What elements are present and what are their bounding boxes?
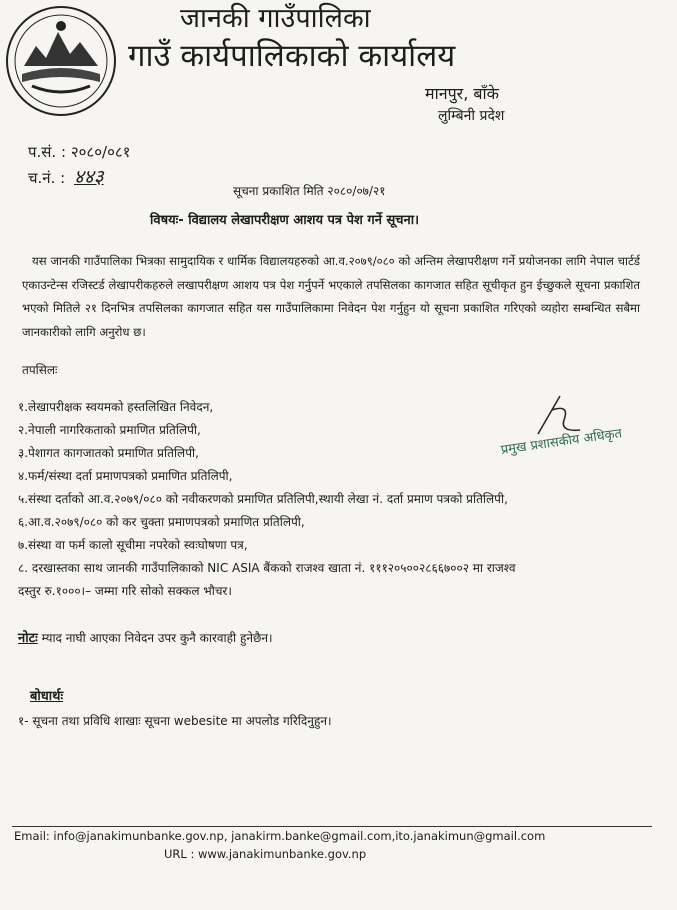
cc-item: १- सूचना तथा प्रविधि शाखाः सूचना webesite मा अपलोड गरिदिनुहुन। bbox=[18, 714, 332, 728]
cc-label: बोधार्थः bbox=[30, 689, 64, 704]
footer-divider bbox=[12, 826, 652, 827]
cn-label: च.नं. : bbox=[28, 169, 66, 187]
note-text: म्याद नाघी आएका निवेदन उपर कुनै कारवाही हुनेछैन। bbox=[37, 631, 273, 645]
list-item: ६.आ.व.२०७९/०८० को कर चुक्ता प्रमाणपत्रको प्रमाणित प्रतिलिपी, bbox=[18, 515, 305, 529]
list-item: ८. दरखास्तका साथ जानकी गाउँपालिकाको NIC ASIA बैंकको राजश्व खाता नं. १११२०५००२८६६७००२ मा राजश्व bbox=[18, 561, 516, 575]
note-label: नोटः bbox=[18, 631, 38, 646]
office-location: मानपुर, बाँके bbox=[425, 84, 499, 103]
reference-ps bbox=[28, 142, 130, 162]
list-item: ५.संस्था दर्ताको आ.व.२०७९/०८० को नवीकरणको प्रमाणित प्रतिलिपी,स्थायी लेखा नं. दर्ता प्रमाण पत्रको प्रतिलिपी, bbox=[18, 492, 508, 506]
note bbox=[18, 628, 273, 646]
ps-label: प.सं. : bbox=[28, 143, 67, 161]
list-item: ७.संस्था वा फर्म कालो सूचीमा नपरेको स्वःघोषणा पत्र, bbox=[18, 538, 248, 552]
footer-url: URL : www.janakimunbanke.gov.np bbox=[164, 847, 367, 861]
details-label: तपसिलः bbox=[22, 363, 58, 377]
ps-value: २०८०/०८१ bbox=[70, 143, 131, 161]
notice-body: यस जानकी गाउँपालिका भित्रका सामुदायिक र धार्मिक विद्यालयहरुको आ.व.२०७९/०८० को अन्तिम लेखापरीक्षण गर्ने प्रयोजनका लागि नेपाल चार्टर्ड एकाउन्टेन्स रजिस्टर्ड लेखापरीकहरुले लखापरीक्षण आशय पत्र पेश गर्नुपर्ने भएकाले तपसिलका कागजात सहित सूचीकृत हुन ईच्छुकले सूचना प्रकाशित भएको मितिले २१ दिनभित्र तपसिलका कागजात सहित यस गाउँपालिकामा निवेदन पेश गर्नुहुन यो सूचना प्रकाशित गरिएको व्यहोरा सम्बन्धित सबैमा जानकारीको लागि अनुरोध छ। bbox=[22, 254, 640, 339]
municipality-name: जानकी गाउँपालिका bbox=[180, 3, 371, 34]
office-title: गाउँ कार्यपालिकाको कार्यालय bbox=[128, 38, 456, 74]
list-item: दस्तुर रु.१०००।– जम्मा गरि सोको सक्कल भौचर। bbox=[18, 584, 232, 598]
footer-email: Email: info@janakimunbanke.gov.np, janakirm.banke@gmail.com,ito.janakimun@gmail.com bbox=[14, 829, 546, 843]
cn-value-handwritten: ४४३ bbox=[74, 166, 104, 188]
list-item: १.लेखापरीक्षक स्वयमको हस्तलिखित निवेदन, bbox=[18, 400, 214, 414]
notice-subject: विषयः- विद्यालय लेखापरीक्षण आशय पत्र पेश गर्ने सूचना। bbox=[150, 213, 419, 228]
government-seal-emblem bbox=[2, 2, 120, 120]
published-date: सूचना प्रकाशित मिति २०८०/०७/२१ bbox=[233, 184, 386, 198]
signatory-title-stamp: प्रमुख प्रशासकीय अधिकृत bbox=[499, 426, 623, 458]
list-item: ४.फर्म/संस्था दर्ता प्रमाणपत्रको प्रमाणित प्रतिलिपी, bbox=[18, 469, 233, 483]
reference-cn bbox=[28, 163, 104, 189]
province-name: लुम्बिनी प्रदेश bbox=[438, 108, 505, 124]
list-item: २.नेपाली नागरिकताको प्रमाणित प्रतिलिपी, bbox=[18, 423, 201, 437]
list-item: ३.पेशागत कागजातको प्रमाणित प्रतिलिपी, bbox=[18, 446, 199, 460]
